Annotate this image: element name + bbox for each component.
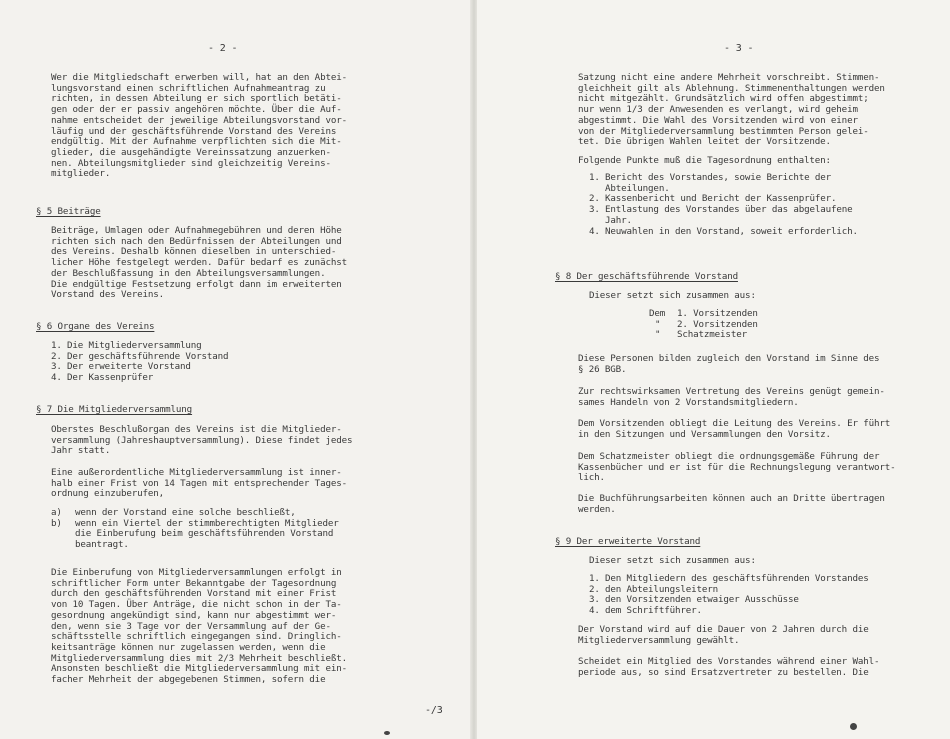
assembly-paragraph-2: Eine außerordentliche Mitgliederversammlung ist inner- halb einer Frist von 14 Tagen mit entsprechender Tages- ordnung einzuberufen,: [51, 467, 347, 500]
term-paragraph: Der Vorstand wird auf die Dauer von 2 Jahren durch die Mitgliederversammlung gewählt.: [578, 624, 869, 646]
section-heading-9: § 9 Der erweiterte Vorstand: [555, 536, 701, 547]
agenda-list: [589, 173, 858, 237]
board-paragraph: Die Buchführungsarbeiten können auch an Dritte übertragen werden.: [578, 493, 885, 515]
list-item: b) wenn ein Viertel der stimmberechtigten Mitglieder die Einberufung beim geschäftsführenden Vorstand beantragt.: [51, 517, 339, 551]
section-heading-6: § 6 Organe des Vereins: [36, 321, 155, 332]
section-heading-5: § 5 Beiträge: [36, 206, 101, 217]
section-heading-7: § 7 Die Mitgliederversammlung: [36, 404, 193, 415]
page-right: [477, 0, 950, 739]
list-item: 2. Kassenbericht und Bericht der Kassenprüfer.: [589, 193, 837, 205]
list-item: 2. den Abteilungsleitern: [589, 583, 719, 595]
membership-paragraph: Wer die Mitgliedschaft erwerben will, hat an den Abtei- lungsvorstand einen schriftlichen Aufnahmeantrag zu richten, in dessen Abteilung er sich sportlich betäti- gen oder der er passiv angehören möchte. Über die Auf- nahme entscheidet der jeweilige Abteilungsvorstand vor- läufig und der geschäftsführende Vorstand des Vereins endgültig. Mit der Aufnahme verpflichten sich die Mit- glieder, die ausgehändigte Vereinssatzung anzuerken- nen. Abteilungsmitglieder sind gleichzeitig Vereins- mitglieder.: [51, 72, 347, 180]
list-item: 2. Der geschäftsführende Vorstand: [51, 350, 229, 362]
board-members-list: [649, 309, 758, 341]
list-item: 4. Neuwahlen in den Vorstand, soweit erforderlich.: [589, 225, 858, 237]
list-item: 3. Der erweiterte Vorstand: [51, 361, 191, 373]
list-item: " 2. Vorsitzenden: [655, 318, 758, 330]
list-item: a) wenn der Vorstand eine solche beschließt,: [51, 507, 296, 518]
organs-list: [51, 341, 228, 384]
list-item: " Schatzmeister: [655, 329, 747, 341]
list-item: 3. Entlastung des Vorstandes über das abgelaufene Jahr.: [589, 204, 853, 226]
section-heading-8: § 8 Der geschäftsführende Vorstand: [555, 271, 738, 282]
list-item: 1. Die Mitgliederversammlung: [51, 340, 202, 351]
assembly-paragraph-3: Die Einberufung von Mitgliederversammlungen erfolgt in schriftlicher Form unter Bekanntgabe der Tagesordnung durch den geschäftsführenden Vorstand mit einer Frist von 10 Tagen. Über Anträge, die nicht schon in der Ta- gesordnung angekündigt sind, kann nur abgestimmt wer- den, wenn sie 3 Tage vor der Versammlung auf der Ge- schäftsstelle schriftlich eingegangen sind. Dringlich- keitsanträge können nur zugelassen werden, wenn die Mitgliederversammlung dies mit 2/3 Mehrheit beschließt. Ansonsten beschließt die Mitgliederversammlung mit ein- facher Mehrheit der abgegebenen Stimmen, sofern die: [51, 567, 347, 686]
list-item: 4. dem Schriftführer.: [589, 605, 702, 617]
board-paragraph: Dem Schatzmeister obliegt die ordnungsgemäße Führung der Kassenbücher und er ist für die Rechnungslegung verantwort- lich.: [578, 451, 896, 484]
board-paragraph: Diese Personen bilden zugleich den Vorstand im Sinne des § 26 BGB.: [578, 353, 880, 375]
convening-conditions-list: [51, 508, 339, 551]
board-paragraph: Dem Vorsitzenden obliegt die Leitung des Vereins. Er führt in den Sitzungen und Versammlungen den Vorsitz.: [578, 418, 891, 440]
continuation-marker: -/3: [425, 705, 443, 716]
board-paragraph: Zur rechtswirksamen Vertretung des Vereins genügt gemein- sames Handeln von 2 Vorstandsmitgliedern.: [578, 386, 885, 408]
agenda-intro: Folgende Punkte muß die Tagesordnung enthalten:: [578, 155, 831, 166]
list-item: Dem 1. Vorsitzenden: [649, 308, 758, 319]
ink-mark: [384, 731, 390, 735]
page-left: [0, 0, 472, 739]
ink-mark: [850, 723, 857, 730]
assembly-paragraph-1: Oberstes Beschlußorgan des Vereins ist die Mitglieder- versammlung (Jahreshauptversammlung). Diese findet jedes Jahr statt.: [51, 424, 353, 457]
board-intro: Dieser setzt sich zusammen aus:: [589, 290, 756, 301]
list-item: 1. Den Mitgliedern des geschäftsführenden Vorstandes: [589, 573, 869, 584]
list-item: 1. Bericht des Vorstandes, sowie Berichte der Abteilungen.: [589, 172, 832, 194]
assembly-continuation: Satzung nicht eine andere Mehrheit vorschreibt. Stimmen- gleichheit gilt als Ablehnung. Stimmenenthaltungen werden nicht mitgezählt. Grundsätzlich wird offen abgestimmt; nur wenn 1/3 der Anwesenden es verlangt, wird geheim abgestimmt. Die Wahl des Vorsitzenden wird von einer von der Mitgliederversammlung bestimmten Person gelei- tet. Die übrigen Wahlen leitet der Vorsitzende.: [578, 72, 885, 148]
extended-board-intro: Dieser setzt sich zusammen aus:: [589, 555, 756, 566]
fees-paragraph: Beiträge, Umlagen oder Aufnahmegebühren und deren Höhe richten sich nach den Bedürfnissen der Abteilungen und des Vereins. Deshalb können dieselben in unterschied- licher Höhe festgelegt werden. Dafür bedarf es zunächst der Beschlußfassung in den Abteilungsversammlungen. Die endgültige Festsetzung erfolgt dann im erweiterten Vorstand des Vereins.: [51, 225, 347, 301]
extended-board-list: [589, 574, 869, 617]
list-item: 4. Der Kassenprüfer: [51, 372, 154, 384]
list-item: 3. den Vorsitzenden etwaiger Ausschüsse: [589, 594, 799, 606]
replacement-paragraph: Scheidet ein Mitglied des Vorstandes während einer Wahl- periode aus, so sind Ersatzvertreter zu bestellen. Die: [578, 656, 880, 678]
page-number: - 2 -: [208, 43, 238, 54]
page-number: - 3 -: [724, 43, 754, 54]
